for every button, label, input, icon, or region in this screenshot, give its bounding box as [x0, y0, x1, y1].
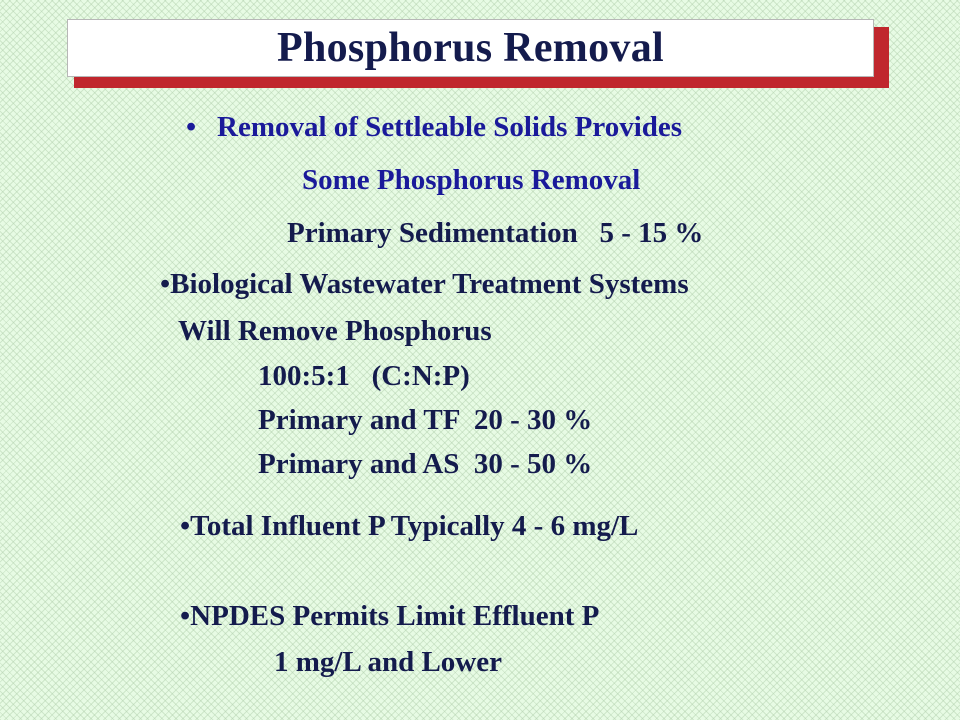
bullet-total-influent: [180, 512, 638, 541]
section2-line1: Biological Wastewater Treatment Systems: [170, 268, 689, 300]
bullet-npdes-permits: [180, 602, 599, 631]
section2-line3: 100:5:1 (C:N:P): [258, 360, 470, 392]
section2-line5: Primary and AS 30 - 50 %: [258, 448, 593, 480]
section2-line2: Will Remove Phosphorus: [178, 315, 492, 347]
section1-line1: Removal of Settleable Solids Provides: [217, 111, 683, 143]
bullet-removal-settleable: [186, 113, 682, 142]
section2-line4: Primary and TF 20 - 30 %: [258, 404, 593, 436]
bullet-icon: •: [186, 111, 197, 143]
bullet-icon: •: [180, 600, 191, 632]
title-box: [67, 19, 874, 77]
section1-line3: Primary Sedimentation 5 - 15 %: [287, 217, 704, 249]
section4-line1: NPDES Permits Limit Effluent P: [190, 600, 600, 632]
bullet-icon: •: [160, 268, 171, 300]
section4-line2: 1 mg/L and Lower: [274, 646, 502, 678]
section1-line2: Some Phosphorus Removal: [302, 164, 641, 196]
bullet-biological-treatment: [160, 270, 689, 299]
page-title: Phosphorus Removal: [277, 25, 664, 71]
bullet-icon: •: [180, 510, 191, 542]
section3-line1: Total Influent P Typically 4 - 6 mg/L: [190, 510, 639, 542]
